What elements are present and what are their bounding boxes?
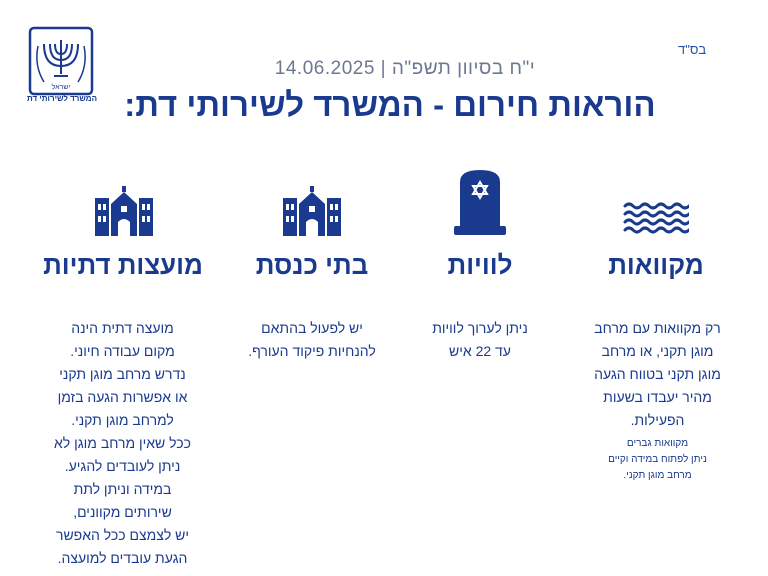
councils-title: מועצות דתיות bbox=[43, 250, 203, 280]
councils-text: מועצה דתית הינה מקום עבודה חיוני. נדרש מרחב מוגן תקני או אפשרות הגעה בזמן למרחב מוגן תקני. ככל שאין מרחב מוגן לא ניתן לעובדים להגיע. במידה וניתן לתת שירותים מקוונים, יש לצמצם ככל האפשר הגעת עובדים למועצה. bbox=[54, 320, 191, 566]
page-title: הוראות חירום - המשרד לשירותי דת: bbox=[124, 86, 656, 123]
tombstone-icon bbox=[452, 168, 508, 243]
synagogue-icon bbox=[95, 184, 153, 241]
logo-word: ישראל bbox=[51, 84, 71, 91]
synagogues-text: יש לפעול בהתאם להנחיות פיקוד העורף. bbox=[248, 320, 376, 359]
funerals-title: לוויות bbox=[447, 250, 513, 280]
date-line: י"ח בסיוון תשפ"ה | 14.06.2025 bbox=[274, 58, 536, 79]
funerals-text: ניתן לערוך לוויות עד 22 איש bbox=[432, 320, 528, 359]
waves-icon bbox=[623, 200, 689, 239]
synagogues-title: בתי כנסת bbox=[255, 250, 369, 280]
mikvaot-title: מקוואות bbox=[608, 250, 704, 280]
bsd-marking: בס"ד bbox=[678, 42, 707, 57]
synagogue-icon bbox=[283, 184, 341, 241]
logo-caption: המשרד לשירותי דת bbox=[27, 94, 97, 103]
mikvaot-note: מקוואות גברים ניתן לפתוח במידה וקיים מרחב מוגן תקני. bbox=[608, 438, 707, 481]
mikvaot-text: רק מקוואות עם מרחב מוגן תקני, או מרחב מוגן תקני בטווח הגעה מהיר יעבדו בשעות הפעילות. bbox=[594, 320, 721, 428]
